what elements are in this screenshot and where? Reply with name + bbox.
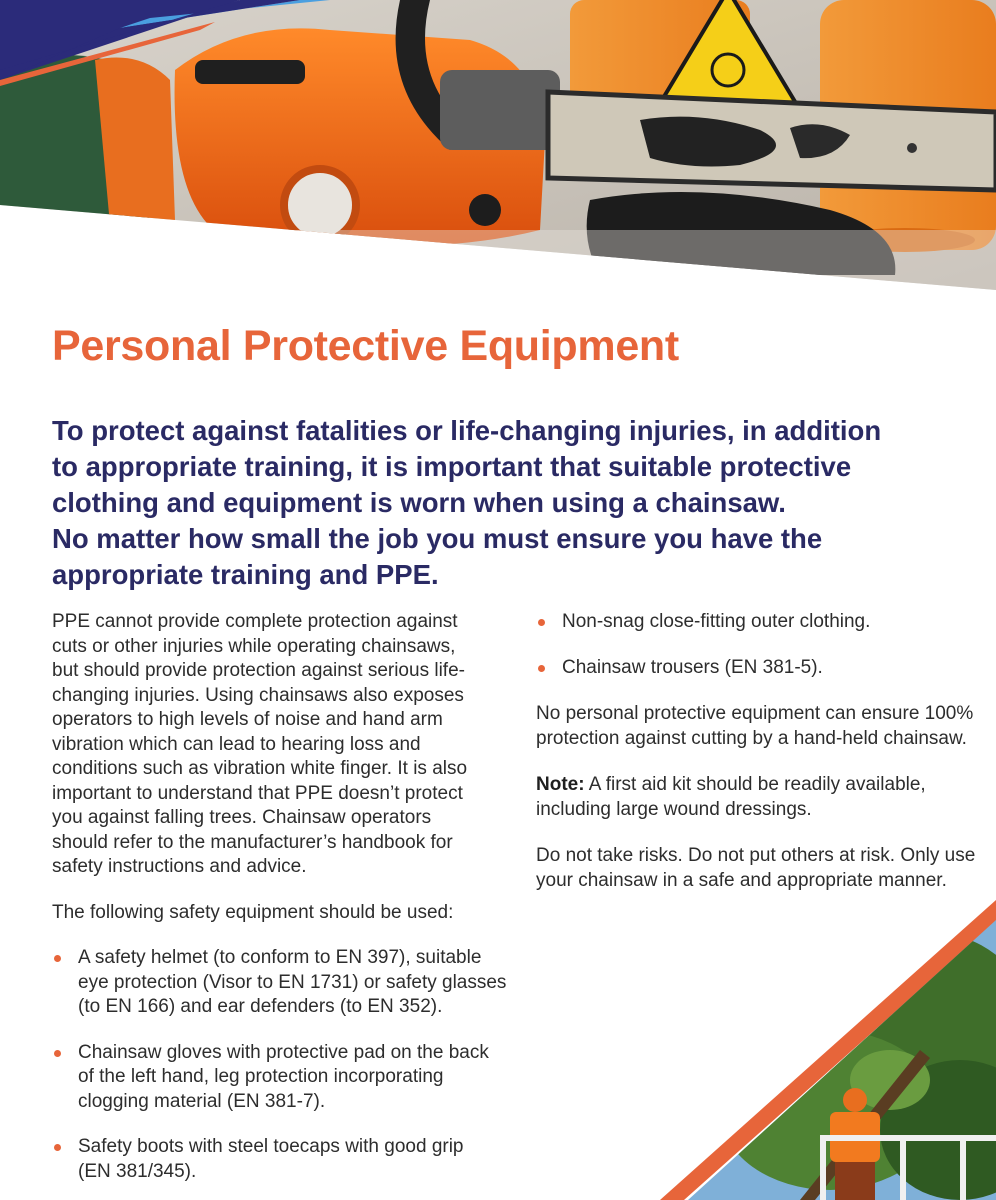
note-text: A first aid kit should be readily available, — [584, 774, 926, 795]
paragraph-line: your chainsaw in a safe and appropriate manner. — [536, 869, 947, 891]
list-item-line: Chainsaw gloves with protective pad on the back — [78, 1041, 489, 1063]
intro-paragraph — [52, 610, 522, 880]
paragraph-line: including large wound dressings. — [536, 798, 812, 820]
no-ppe-paragraph — [536, 702, 992, 751]
corner-photo-arborist — [660, 900, 996, 1200]
list-item-line: clogging material (EN 381-7). — [78, 1090, 326, 1112]
bullet-dot-icon — [538, 665, 545, 672]
intro-line: vibration which can lead to hearing loss and — [52, 733, 421, 755]
list-item — [536, 656, 992, 681]
intro-line: you against falling trees. Chainsaw operators — [52, 807, 432, 828]
lead-line: clothing and equipment is worn when using a chainsaw. — [52, 487, 786, 518]
list-item-line: Chainsaw trousers (EN 381-5). — [562, 656, 823, 678]
list-item — [536, 610, 992, 635]
intro-line: safety instructions and advice. — [52, 856, 307, 877]
list-item — [52, 946, 522, 1020]
list-item-line: Safety boots with steel toecaps with good grip — [78, 1136, 464, 1157]
lead-paragraph — [52, 413, 952, 593]
lead-line: appropriate training and PPE. — [52, 559, 439, 590]
lead-line: to appropriate training, it is important that suitable protective — [52, 451, 852, 482]
paragraph-line: No personal protective equipment can ensure 100% — [536, 703, 974, 724]
intro-line: but should provide protection against serious life- — [52, 660, 465, 681]
intro-line: should refer to the manufacturer’s handbook for — [52, 831, 453, 853]
bullet-dot-icon — [54, 1144, 61, 1151]
intro-line: operators to high levels of noise and hand arm — [52, 709, 443, 730]
list-item — [52, 1135, 522, 1184]
intro-line: PPE cannot provide complete protection against — [52, 611, 458, 632]
list-item-line: A safety helmet (to conform to EN 397), suitable — [78, 947, 482, 968]
equipment-list — [52, 946, 522, 1184]
bullet-dot-icon — [538, 619, 545, 626]
hero-photo-chainsaw — [0, 0, 996, 290]
list-item-line: eye protection (Visor to EN 1731) or safety glasses — [78, 971, 507, 993]
clothing-list — [536, 610, 992, 680]
intro-line: cuts or other injuries while operating chainsaws, — [52, 635, 456, 657]
list-item-line: of the left hand, leg protection incorporating — [78, 1066, 444, 1087]
equipment-intro: The following safety equipment should be used: — [52, 901, 454, 923]
bullet-dot-icon — [54, 1050, 61, 1057]
left-column — [52, 610, 522, 1184]
bullet-dot-icon — [54, 955, 61, 962]
note-label: Note: — [536, 774, 585, 795]
list-item-line: Non-snag close-fitting outer clothing. — [562, 611, 871, 632]
paragraph-line — [536, 773, 992, 798]
closing-paragraph — [536, 844, 992, 893]
note-paragraph — [536, 773, 992, 822]
right-column — [536, 610, 992, 893]
lead-line: No matter how small the job you must ensure you have the — [52, 523, 823, 554]
intro-line: important to understand that PPE doesn’t protect — [52, 782, 463, 804]
list-item-line: (to EN 166) and ear defenders (to EN 352). — [78, 996, 443, 1017]
lead-line: To protect against fatalities or life-changing injuries, in addition — [52, 415, 882, 446]
page-title: Personal Protective Equipment — [52, 322, 679, 370]
intro-line: changing injuries. Using chainsaws also exposes — [52, 684, 464, 706]
list-item — [52, 1041, 522, 1115]
list-item-line: (EN 381/345). — [78, 1160, 197, 1182]
paragraph-line: protection against cutting by a hand-held chainsaw. — [536, 727, 967, 749]
paragraph-line: Do not take risks. Do not put others at risk. Only use — [536, 845, 976, 866]
intro-line: conditions such as vibration white finger. It is also — [52, 758, 468, 779]
